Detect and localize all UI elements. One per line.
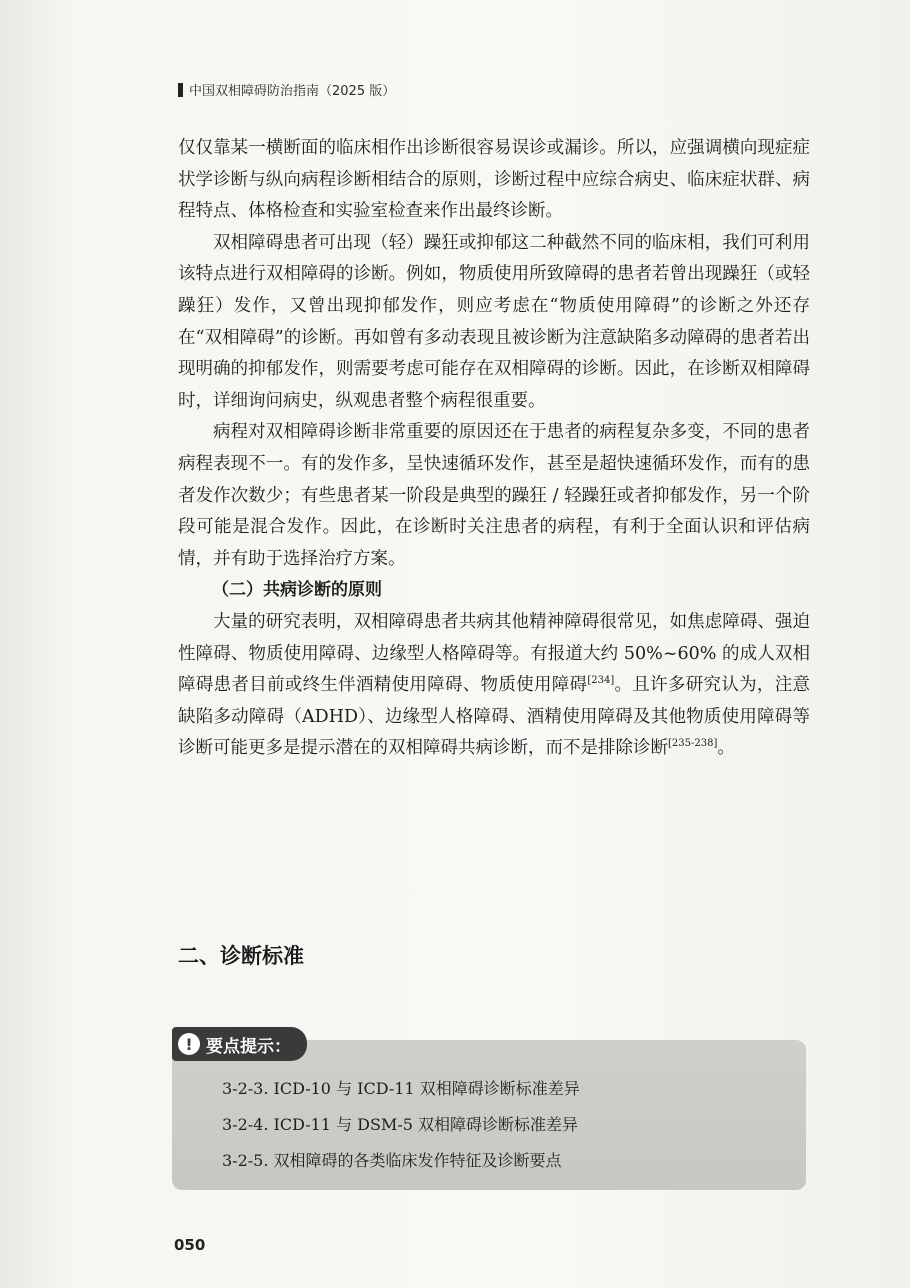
body-text	[178, 133, 810, 765]
paragraph-4-part-a: 大量的研究表明，双相障碍患者共病其他精神障碍很常见，如焦虑障碍、强迫性障碍、物质使用障碍、边缘型人格障碍等。有报道大约 50%~60% 的成人双相障碍患者目前或终生伴酒精使用障碍、物质使用障碍	[178, 611, 810, 696]
paragraph-4-part-c: 。	[717, 738, 735, 759]
key-point-item: 3-2-3. ICD-10 与 ICD-11 双相障碍诊断标准差异	[222, 1079, 580, 1098]
key-point-item: 3-2-5. 双相障碍的各类临床发作特征及诊断要点	[222, 1151, 562, 1170]
key-point-item: 3-2-4. ICD-11 与 DSM-5 双相障碍诊断标准差异	[222, 1115, 578, 1134]
running-title: 中国双相障碍防治指南（2025 版）	[189, 84, 396, 99]
key-points-list	[222, 1071, 580, 1179]
citation-234: [234]	[587, 675, 615, 687]
citation-235-238: [235-238]	[668, 738, 718, 750]
page-number: 050	[174, 1236, 206, 1254]
paragraph-4	[178, 607, 810, 765]
paragraph-4-part-b: 。且许多研究认为，注意缺陷多动障碍（ADHD）、边缘型人格障碍、酒精使用障碍及其他物质使用障碍等诊断可能更多是提示潜在的双相障碍共病诊断，而不是排除诊断	[178, 675, 811, 759]
section-title: 二、诊断标准	[178, 944, 304, 968]
paragraph-1: 仅仅靠某一横断面的临床相作出诊断很容易误诊或漏诊。所以，应强调横向现症症状学诊断与纵向病程诊断相结合的原则，诊断过程中应综合病史、临床症状群、病程特点、体格检查和实验室检查来作出最终诊断。	[178, 138, 810, 222]
key-points-label	[172, 1027, 307, 1061]
paragraph-2: 双相障碍患者可出现（轻）躁狂或抑郁这二种截然不同的临床相，我们可利用该特点进行双相障碍的诊断。例如，物质使用所致障碍的患者若曾出现躁狂（或轻躁狂）发作，又曾出现抑郁发作，则应考虑在“物质使用障碍”的诊断之外还存在“双相障碍”的诊断。再如曾有多动表现且被诊断为注意缺陷多动障碍的患者若出现明确的抑郁发作，则需要考虑可能存在双相障碍的诊断。因此，在诊断双相障碍时，详细询问病史，纵观患者整个病程很重要。	[178, 232, 810, 411]
subheading-comorbidity: （二）共病诊断的原则	[212, 580, 382, 601]
exclamation-icon: !	[178, 1033, 200, 1055]
paragraph-3: 病程对双相障碍诊断非常重要的原因还在于患者的病程复杂多变，不同的患者病程表现不一。有的发作多，呈快速循环发作，甚至是超快速循环发作，而有的患者发作次数少；有些患者某一阶段是典型的躁狂 / 轻躁狂或者抑郁发作，另一个阶段可能是混合发作。因此，在诊断时关注患者的病程，有利于全面认识和评估病情，并有助于选择治疗方案。	[178, 422, 810, 569]
header-bar-mark	[178, 83, 183, 97]
running-header	[178, 80, 395, 99]
key-points-label-text: 要点提示：	[206, 1036, 291, 1057]
